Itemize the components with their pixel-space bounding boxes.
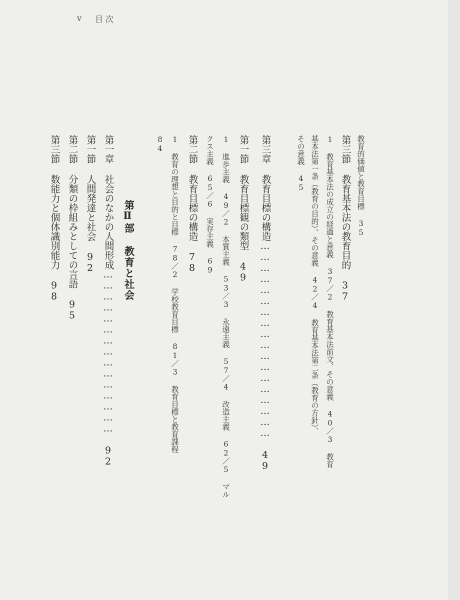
page-edge-shadow bbox=[448, 0, 460, 600]
section-heading: 第一節 教育目標観の類型 49 bbox=[237, 135, 249, 284]
chapter-heading: 第一章 社会のなかの人間形成……………………………………… 92 bbox=[102, 135, 114, 468]
toc-entry: 1 進歩主義 49／2 本質主義 53／3 永遠主義 57／4 改造主義 62／5 マル bbox=[221, 135, 231, 498]
toc-entry: その意義 45 bbox=[296, 135, 306, 192]
toc-entry: 1 教育基本法の成立の経過と意義 37／2 教育基本法前文、その意義 40／3 教育 bbox=[325, 135, 335, 468]
page-number: v bbox=[77, 14, 82, 23]
section-heading: 第三節 数能力と個体識別能力 98 bbox=[48, 135, 60, 303]
running-header: 目 次 bbox=[95, 15, 114, 24]
section-heading: 第二節 教育目標の構造 78 bbox=[186, 135, 198, 274]
toc-entry: 基本法第一条（教育の目的）、その意義 42／4 教育基本法第二条（教育の方針）、 bbox=[310, 135, 320, 435]
section-heading: 第二節 分類の枠組みとしての言語 95 bbox=[66, 135, 78, 322]
part-heading: 第Ⅱ部 教育と社会 bbox=[122, 200, 133, 301]
chapter-heading: 第三節 教育基本法の教育目的 37 bbox=[339, 135, 351, 303]
chapter-heading: 第三章 教育目標の構造……………………………………………… 49 bbox=[259, 135, 271, 472]
section-heading: 第一節 人間発達と社会 92 bbox=[84, 135, 96, 274]
toc-entry: 1 教育の理想と目的と目標 78／2 学校教育目標 81／3 教育目標と教育課程 bbox=[170, 135, 180, 453]
toc-entry: 教育的価値と教育目標 35 bbox=[356, 135, 366, 237]
toc-entry: 84 bbox=[155, 135, 165, 153]
toc-entry: クス主義 65／6 実存主義 69 bbox=[205, 135, 215, 275]
